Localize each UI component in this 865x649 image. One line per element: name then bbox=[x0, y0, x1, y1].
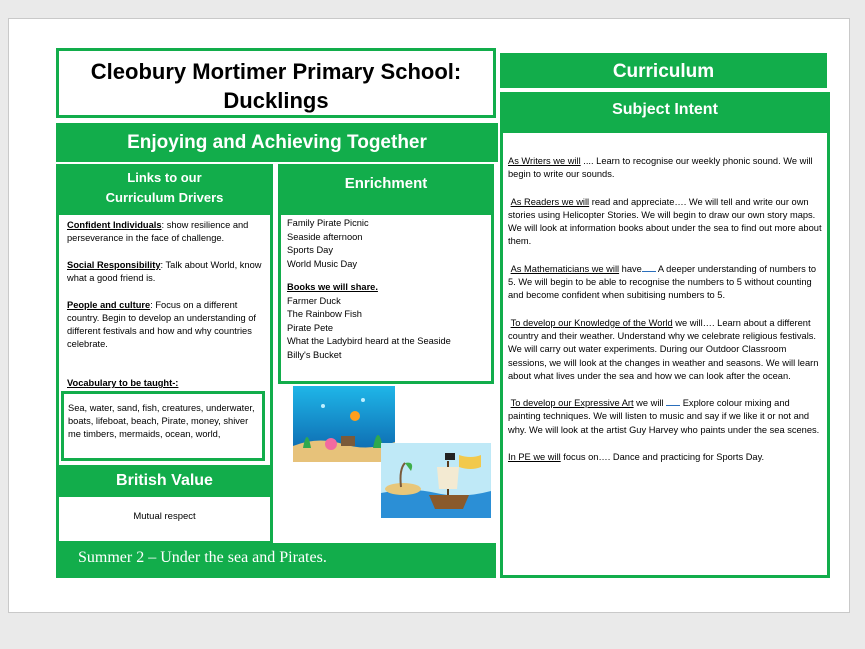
event-item: Sports Day bbox=[287, 245, 333, 255]
british-value-text: Mutual respect bbox=[56, 497, 273, 544]
curriculum-heading: Curriculum bbox=[500, 53, 827, 88]
books-list bbox=[287, 295, 487, 363]
driver-label: Confident Individuals bbox=[67, 220, 162, 230]
school-title-box bbox=[56, 48, 496, 118]
driver-text: : show resilience and perseverance in the face of challenge. bbox=[67, 220, 249, 243]
maths-mid: have bbox=[619, 263, 642, 274]
world-label: To develop our Knowledge of the World bbox=[510, 317, 673, 328]
subject-intent-box bbox=[500, 130, 830, 578]
driver-label: People and culture bbox=[67, 300, 151, 310]
art-paragraph bbox=[508, 397, 823, 437]
links-heading-line2: Curriculum Drivers bbox=[105, 190, 224, 205]
event-item: World Music Day bbox=[287, 258, 358, 269]
british-value-heading: British Value bbox=[56, 465, 273, 497]
maths-paragraph bbox=[508, 263, 823, 303]
class-name: Ducklings bbox=[223, 88, 329, 113]
writers-text: .... Learn to recognise our weekly phonic sound. We will begin to write our sounds. bbox=[508, 156, 813, 180]
driver-label: Social Responsibility bbox=[67, 260, 161, 270]
links-heading bbox=[56, 164, 273, 212]
driver-text: : Talk about World, know what a good friend is. bbox=[67, 260, 262, 283]
enrichment-box bbox=[278, 212, 494, 384]
readers-paragraph bbox=[508, 196, 823, 249]
world-text: we will…. Learn about a different country and their weather. Understand why we celebrate religious festivals. We will carry out water experiments. During our Outdoor Classroom sessions, we will look at the changes in weather and seasons. We will learn about what lives under the sea and how we can look after the ocean. bbox=[508, 317, 819, 381]
school-title: Cleobury Mortimer Primary School: bbox=[90, 59, 462, 84]
links-heading-line1: Links to our bbox=[127, 170, 202, 185]
vocabulary-box: Sea, water, sand, fish, creatures, underwater, boats, lifeboat, beach, Pirate, money, shiver me timbers, mermaids, ocean, world, bbox=[61, 391, 265, 461]
book-item: Pirate Pete bbox=[287, 322, 333, 333]
writers-label: As Writers we will bbox=[508, 156, 581, 166]
readers-text: read and appreciate…. We will tell and write our own stories using Helicopter Stories. We will begin to draw our own story maps. We will look at information books about under the sea to find out more about them. bbox=[508, 196, 822, 247]
art-mid: we will bbox=[633, 398, 667, 409]
art-label: To develop our Expressive Art bbox=[510, 398, 634, 409]
event-item: Seaside afternoon bbox=[287, 231, 363, 242]
driver-item bbox=[67, 299, 266, 351]
driver-item bbox=[67, 219, 266, 245]
pe-paragraph bbox=[508, 451, 823, 464]
event-item: Family Pirate Picnic bbox=[287, 218, 369, 228]
book-item: The Rainbow Fish bbox=[287, 309, 362, 319]
blank-line bbox=[666, 397, 680, 406]
writers-paragraph bbox=[508, 155, 823, 182]
vocab-label: Vocabulary to be taught-: bbox=[67, 378, 179, 388]
book-item: Billy's Bucket bbox=[287, 349, 342, 360]
driver-text: : Focus on a different country. Begin to develop an understanding of different festivals and how and why countries celebrate. bbox=[67, 300, 256, 349]
subject-intent-heading: Subject Intent bbox=[500, 92, 830, 132]
readers-label: As Readers we will bbox=[510, 196, 590, 207]
books-label: Books we will share. bbox=[287, 282, 378, 292]
maths-label: As Mathematicians we will bbox=[510, 263, 620, 274]
blank-line bbox=[642, 263, 656, 272]
pe-text: focus on…. Dance and practicing for Sports Day. bbox=[560, 452, 765, 463]
underwater-illustration bbox=[293, 386, 395, 462]
world-paragraph bbox=[508, 317, 823, 383]
pirate-ship-illustration bbox=[381, 443, 491, 518]
motto-banner: Enjoying and Achieving Together bbox=[56, 123, 498, 162]
book-item: Farmer Duck bbox=[287, 295, 341, 306]
pe-label: In PE we will bbox=[508, 452, 561, 463]
maths-text: A deeper understanding of numbers to 5. We will begin to be able to recognise the numbers to 5 without counting and become confident when subitising numbers to 5. bbox=[508, 263, 817, 301]
term-theme: Summer 2 – Under the sea and Pirates. bbox=[56, 543, 496, 578]
events-list bbox=[287, 217, 487, 271]
book-item: What the Ladybird heard at the Seaside bbox=[287, 336, 451, 346]
art-text: Explore colour mixing and painting techniques. We will listen to music and say if we like it or not and why. We will look at the artist Guy Harvey who paints under the sea scenes. bbox=[508, 398, 820, 435]
enrichment-heading: Enrichment bbox=[278, 164, 494, 212]
driver-item bbox=[67, 259, 266, 285]
vocab-label-row bbox=[67, 377, 266, 390]
